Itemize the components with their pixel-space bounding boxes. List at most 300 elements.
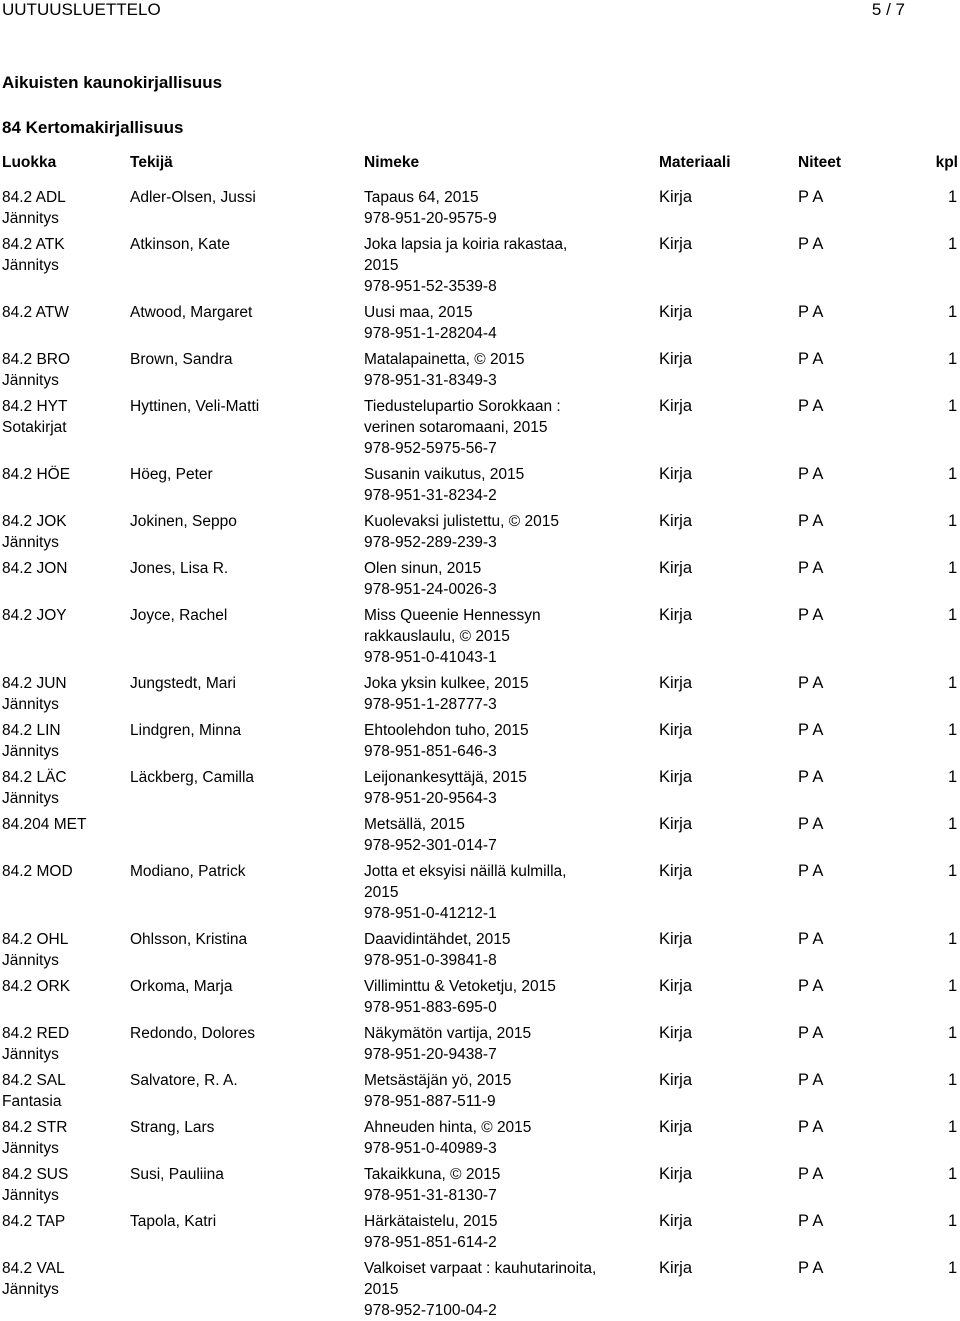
author-name: Orkoma, Marja [130,978,233,995]
copies-cell [798,349,823,370]
title-line: Joka yksin kulkee, 2015 [364,675,529,692]
author-cell [130,1023,255,1044]
isbn: 978-951-1-28204-4 [364,325,497,342]
title-line: Jotta et eksyisi näillä kulmilla, [364,863,567,880]
material-cell [659,814,692,835]
copy-count: 1 [948,768,958,786]
count-cell [948,511,957,532]
material-cell [659,976,692,997]
class-code: 84.2 LIN [2,722,61,739]
material-cell [659,1070,692,1091]
count-cell [948,673,957,694]
copy-count: 1 [948,303,958,321]
class-cell [2,1164,68,1206]
copies-code: P A [798,721,824,739]
material-cell [659,767,692,788]
copies-code: P A [798,1165,824,1183]
copy-count: 1 [948,1024,958,1042]
class-cell [2,976,70,997]
title-line: Ahneuden hinta, © 2015 [364,1119,532,1136]
title-cell [364,814,656,856]
copies-cell [798,605,823,626]
copies-code: P A [798,1024,824,1042]
material-type: Kirja [659,1165,693,1183]
author-name: Redondo, Dolores [130,1025,255,1042]
copy-count: 1 [948,512,958,530]
author-name: Hyttinen, Veli-Matti [130,398,260,415]
title-line: 2015 [364,1281,399,1298]
copies-cell [798,720,823,741]
material-cell [659,605,692,626]
copy-count: 1 [948,721,958,739]
genre-label: Jännitys [2,743,59,760]
genre-label: Jännitys [2,1046,59,1063]
genre-label: Jännitys [2,696,59,713]
copies-code: P A [798,1259,824,1277]
title-cell [364,302,656,344]
copies-cell [798,861,823,882]
isbn: 978-952-5975-56-7 [364,440,497,457]
material-cell [659,929,692,950]
isbn: 978-951-24-0026-3 [364,581,497,598]
author-cell [130,861,245,882]
material-type: Kirja [659,1071,693,1089]
isbn: 978-951-0-39841-8 [364,952,497,969]
title-cell [364,767,656,809]
copy-count: 1 [948,1071,958,1089]
material-cell [659,302,692,323]
copies-cell [798,302,823,323]
title-line: Härkätaistelu, 2015 [364,1213,498,1230]
author-cell [130,1211,216,1232]
material-type: Kirja [659,188,693,206]
copy-count: 1 [948,397,958,415]
author-cell [130,234,230,255]
genre-label: Jännitys [2,790,59,807]
count-cell [948,976,957,997]
class-cell [2,1258,65,1300]
author-cell [130,720,241,741]
author-cell [130,605,227,626]
count-cell [948,929,957,950]
copies-cell [798,1070,823,1091]
author-name: Lindgren, Minna [130,722,242,739]
title-line: 2015 [364,884,399,901]
class-code: 84.2 ATK [2,236,65,253]
genre-label: Fantasia [2,1093,62,1110]
copies-cell [798,234,823,255]
isbn: 978-951-0-41043-1 [364,649,497,666]
copy-count: 1 [948,930,958,948]
count-cell [948,396,957,417]
copies-code: P A [798,674,824,692]
material-type: Kirja [659,559,693,577]
material-cell [659,1023,692,1044]
author-name: Jungstedt, Mari [130,675,236,692]
class-cell [2,929,68,971]
author-cell [130,558,228,579]
title-line: 2015 [364,257,399,274]
copy-count: 1 [948,1165,958,1183]
title-line: Uusi maa, 2015 [364,304,473,321]
copies-code: P A [798,606,824,624]
copy-count: 1 [948,815,958,833]
catalog-title: UUTUUSLUETTELO [2,0,161,19]
material-type: Kirja [659,465,693,483]
author-cell [130,349,233,370]
material-cell [659,511,692,532]
author-name: Läckberg, Camilla [130,769,255,786]
class-code: 84.2 SAL [2,1072,66,1089]
isbn: 978-951-20-9438-7 [364,1046,497,1063]
class-code: 84.2 JON [2,560,68,577]
count-cell [948,1070,957,1091]
genre-label: Jännitys [2,372,59,389]
copies-cell [798,1258,823,1279]
isbn: 978-952-289-239-3 [364,534,497,551]
count-cell [948,302,957,323]
class-cell [2,673,67,715]
class-code: 84.204 MET [2,816,87,833]
isbn: 978-951-851-646-3 [364,743,497,760]
author-name: Salvatore, R. A. [130,1072,238,1089]
title-cell [364,605,656,668]
material-cell [659,234,692,255]
material-cell [659,861,692,882]
author-cell [130,302,252,323]
count-cell [948,187,957,208]
material-cell [659,464,692,485]
genre-label: Jännitys [2,534,59,551]
material-type: Kirja [659,397,693,415]
class-cell [2,234,65,276]
genre-label: Jännitys [2,1187,59,1204]
class-code: 84.2 MOD [2,863,73,880]
isbn: 978-951-31-8234-2 [364,487,497,504]
column-header-kpl: kpl [935,154,958,171]
author-name: Tapola, Katri [130,1213,217,1230]
count-cell [948,349,957,370]
copies-code: P A [798,512,824,530]
isbn: 978-951-0-41212-1 [364,905,497,922]
column-header-luokka: Luokka [2,154,57,171]
copies-cell [798,814,823,835]
title-line: Olen sinun, 2015 [364,560,482,577]
title-line: Valkoiset varpaat : kauhutarinoita, [364,1260,597,1277]
count-cell [948,1164,957,1185]
isbn: 978-951-20-9575-9 [364,210,497,227]
title-line: rakkauslaulu, © 2015 [364,628,510,645]
material-cell [659,1211,692,1232]
author-cell [130,511,237,532]
class-cell [2,861,73,882]
title-line: Joka lapsia ja koiria rakastaa, [364,236,568,253]
material-type: Kirja [659,930,693,948]
count-cell [948,814,957,835]
title-cell [364,187,656,229]
author-name: Susi, Pauliina [130,1166,224,1183]
class-cell [2,396,67,438]
author-cell [130,1164,224,1185]
author-name: Ohlsson, Kristina [130,931,248,948]
title-line: Tapaus 64, 2015 [364,189,479,206]
title-cell [364,1023,656,1065]
title-line: Metsällä, 2015 [364,816,465,833]
class-code: 84.2 ADL [2,189,66,206]
isbn: 978-951-887-511-9 [364,1093,496,1110]
section-heading-category: Aikuisten kaunokirjallisuus [2,73,223,92]
isbn: 978-951-52-3539-8 [364,278,497,295]
material-type: Kirja [659,1118,693,1136]
copies-code: P A [798,559,824,577]
title-cell [364,720,656,762]
material-cell [659,558,692,579]
title-line: Villiminttu & Vetoketju, 2015 [364,978,556,995]
class-code: 84.2 HÖE [2,466,71,483]
class-cell [2,511,67,553]
title-cell [364,929,656,971]
copies-code: P A [798,1212,824,1230]
author-name: Atkinson, Kate [130,236,230,253]
author-cell [130,1070,238,1091]
copies-cell [798,558,823,579]
copies-code: P A [798,465,824,483]
copies-cell [798,929,823,950]
class-cell [2,302,69,323]
class-cell [2,464,70,485]
copy-count: 1 [948,606,958,624]
copy-count: 1 [948,977,958,995]
material-cell [659,349,692,370]
copy-count: 1 [948,465,958,483]
title-line: verinen sotaromaani, 2015 [364,419,548,436]
title-cell [364,1164,656,1206]
copies-cell [798,976,823,997]
class-cell [2,814,86,835]
title-cell [364,1211,656,1253]
copies-code: P A [798,862,824,880]
material-type: Kirja [659,862,693,880]
material-type: Kirja [659,815,693,833]
genre-label: Jännitys [2,1281,59,1298]
class-code: 84.2 ORK [2,978,71,995]
isbn: 978-951-20-9564-3 [364,790,497,807]
class-code: 84.2 VAL [2,1260,65,1277]
material-cell [659,673,692,694]
author-name: Höeg, Peter [130,466,213,483]
material-type: Kirja [659,303,693,321]
count-cell [948,1258,957,1279]
column-header-tekija: Tekijä [130,154,173,171]
class-code: 84.2 LÄC [2,769,67,786]
class-code: 84.2 JOK [2,513,67,530]
isbn: 978-951-31-8349-3 [364,372,497,389]
material-type: Kirja [659,768,693,786]
material-cell [659,1258,692,1279]
count-cell [948,1117,957,1138]
class-code: 84.2 JOY [2,607,67,624]
class-cell [2,1211,65,1232]
section-heading-subcategory: 84 Kertomakirjallisuus [2,118,184,137]
copies-code: P A [798,303,824,321]
author-name: Atwood, Margaret [130,304,253,321]
copy-count: 1 [948,559,958,577]
title-line: Leijonankesyttäjä, 2015 [364,769,527,786]
count-cell [948,605,957,626]
class-code: 84.2 SUS [2,1166,69,1183]
author-name: Strang, Lars [130,1119,215,1136]
genre-label: Jännitys [2,952,59,969]
copies-code: P A [798,188,824,206]
title-line: Kuolevaksi julistettu, © 2015 [364,513,559,530]
copies-code: P A [798,1118,824,1136]
title-line: Tiedustelupartio Sorokkaan : [364,398,561,415]
copy-count: 1 [948,674,958,692]
isbn: 978-952-7100-04-2 [364,1302,497,1319]
class-code: 84.2 BRO [2,351,71,368]
isbn: 978-952-301-014-7 [364,837,497,854]
title-line: Ehtoolehdon tuho, 2015 [364,722,529,739]
class-code: 84.2 RED [2,1025,70,1042]
title-cell [364,1070,656,1112]
material-type: Kirja [659,721,693,739]
material-type: Kirja [659,1212,693,1230]
class-cell [2,1117,67,1159]
count-cell [948,767,957,788]
class-code: 84.2 OHL [2,931,69,948]
author-cell [130,464,213,485]
isbn: 978-951-1-28777-3 [364,696,497,713]
class-cell [2,767,67,809]
material-type: Kirja [659,1024,693,1042]
class-cell [2,558,67,579]
copies-code: P A [798,815,824,833]
count-cell [948,1211,957,1232]
count-cell [948,558,957,579]
author-cell [130,187,256,208]
genre-label: Jännitys [2,210,59,227]
genre-label: Sotakirjat [2,419,67,436]
material-type: Kirja [659,1259,693,1277]
count-cell [948,720,957,741]
title-line: Matalapainetta, © 2015 [364,351,525,368]
title-cell [364,234,656,297]
column-header-materiaali: Materiaali [659,154,731,171]
material-cell [659,1117,692,1138]
material-type: Kirja [659,512,693,530]
title-line: Susanin vaikutus, 2015 [364,466,525,483]
copies-cell [798,396,823,417]
genre-label: Jännitys [2,257,59,274]
title-cell [364,1258,656,1321]
class-cell [2,720,61,762]
copy-count: 1 [948,235,958,253]
class-cell [2,187,66,229]
title-line: Näkymätön vartija, 2015 [364,1025,532,1042]
author-cell [130,929,247,950]
copies-code: P A [798,350,824,368]
copies-cell [798,511,823,532]
title-line: Metsästäjän yö, 2015 [364,1072,512,1089]
copies-cell [798,1117,823,1138]
author-cell [130,396,259,417]
copy-count: 1 [948,862,958,880]
genre-label: Jännitys [2,1140,59,1157]
author-name: Jones, Lisa R. [130,560,229,577]
class-cell [2,1023,69,1065]
copies-cell [798,1164,823,1185]
title-cell [364,861,656,924]
title-cell [364,558,656,600]
column-header-nimeke: Nimeke [364,154,420,171]
title-cell [364,511,656,553]
isbn: 978-951-31-8130-7 [364,1187,497,1204]
isbn: 978-951-0-40989-3 [364,1140,497,1157]
material-cell [659,1164,692,1185]
class-cell [2,605,67,626]
title-cell [364,976,656,1018]
material-cell [659,187,692,208]
copies-code: P A [798,235,824,253]
author-cell [130,673,236,694]
column-header-niteet: Niteet [798,154,842,171]
material-type: Kirja [659,674,693,692]
author-cell [130,1117,214,1138]
title-cell [364,464,656,506]
copy-count: 1 [948,188,958,206]
title-cell [364,673,656,715]
material-type: Kirja [659,606,693,624]
class-code: 84.2 JUN [2,675,67,692]
author-cell [130,767,254,788]
copies-code: P A [798,977,824,995]
copies-cell [798,187,823,208]
copies-cell [798,673,823,694]
author-name: Brown, Sandra [130,351,233,368]
copies-code: P A [798,930,824,948]
author-cell [130,976,233,997]
material-cell [659,720,692,741]
author-name: Modiano, Patrick [130,863,246,880]
class-cell [2,349,70,391]
material-type: Kirja [659,350,693,368]
count-cell [948,464,957,485]
material-type: Kirja [659,235,693,253]
isbn: 978-951-851-614-2 [364,1234,497,1251]
class-code: 84.2 TAP [2,1213,66,1230]
title-line: Daavidintähdet, 2015 [364,931,511,948]
title-line: Takaikkuna, © 2015 [364,1166,501,1183]
title-cell [364,349,656,391]
copies-cell [798,767,823,788]
author-name: Jokinen, Seppo [130,513,237,530]
copies-code: P A [798,1071,824,1089]
author-name: Adler-Olsen, Jussi [130,189,256,206]
material-type: Kirja [659,977,693,995]
copy-count: 1 [948,1212,958,1230]
title-cell [364,396,656,459]
copy-count: 1 [948,1118,958,1136]
title-cell [364,1117,656,1159]
copies-code: P A [798,397,824,415]
page-number: 5 / 7 [871,0,905,19]
count-cell [948,861,957,882]
count-cell [948,234,957,255]
copies-cell [798,1023,823,1044]
copy-count: 1 [948,350,958,368]
title-line: Miss Queenie Hennessyn [364,607,541,624]
copies-cell [798,464,823,485]
